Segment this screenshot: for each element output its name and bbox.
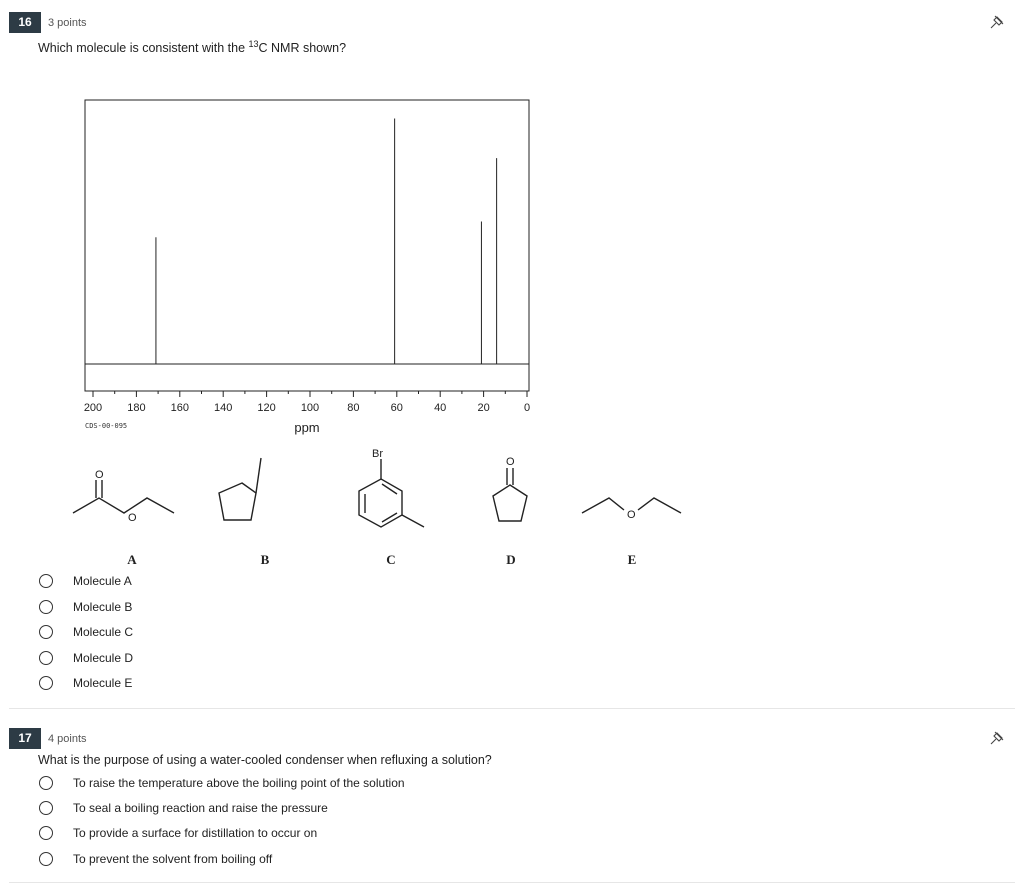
question-prompt: What is the purpose of using a water-cooled condenser when refluxing a solution? — [38, 753, 492, 767]
axis-tick-label: 120 — [257, 402, 276, 414]
axis-tick-label: 40 — [434, 402, 447, 414]
nmr-spectrum — [69, 96, 549, 436]
axis-tick-label: 200 — [83, 402, 103, 414]
molecule-e-oxygen: O — [627, 509, 636, 521]
molecule-a-label: A — [127, 552, 137, 567]
option-label: Molecule B — [73, 600, 133, 614]
question-points: 3 points — [48, 17, 87, 29]
axis-tick-label: 140 — [214, 402, 233, 414]
option-molecule-e[interactable] — [39, 673, 132, 693]
option-molecule-d[interactable] — [39, 648, 133, 668]
radio-unchecked-icon[interactable] — [39, 600, 53, 614]
option-molecule-c[interactable] — [39, 622, 133, 642]
molecule-structures — [69, 438, 709, 568]
option-raise-temperature[interactable] — [39, 773, 405, 793]
molecule-c-label: C — [386, 552, 396, 567]
molecule-c-structure — [359, 459, 424, 527]
radio-unchecked-icon[interactable] — [39, 801, 53, 815]
molecule-b-structure — [219, 458, 261, 520]
molecule-d-structure — [493, 468, 527, 521]
spectrum-source-code: CDS-00-095 — [85, 422, 128, 430]
question-16-card — [9, 8, 1015, 709]
axis-tick-label: 20 — [477, 402, 490, 414]
option-molecule-b[interactable] — [39, 597, 132, 617]
molecule-c-bromine: Br — [372, 448, 383, 460]
option-distillation-surface[interactable] — [39, 823, 317, 843]
axis-tick-label: 100 — [300, 402, 320, 414]
option-label: To provide a surface for distillation to occur on — [73, 826, 318, 840]
molecule-a-carbonyl-oxygen: O — [95, 469, 104, 481]
spectrum-peaks — [156, 118, 497, 364]
molecule-d-label: D — [506, 552, 516, 567]
option-label: To seal a boiling reaction and raise the pressure — [73, 801, 328, 815]
molecule-d-oxygen: O — [506, 456, 515, 468]
axis-tick-label: 80 — [347, 402, 360, 414]
option-label: Molecule E — [73, 676, 133, 690]
option-molecule-a[interactable] — [39, 571, 132, 591]
pin-icon[interactable] — [989, 730, 1005, 746]
option-prevent-boiling-off[interactable] — [39, 849, 272, 869]
pin-icon[interactable] — [989, 14, 1005, 30]
molecule-a-structure — [73, 480, 174, 513]
axis-tick-label: 60 — [390, 402, 403, 414]
molecule-b-label: B — [260, 552, 270, 567]
question-17-card — [9, 724, 1015, 883]
spectrum-axis-ticks — [93, 391, 527, 397]
molecule-e-label: E — [627, 552, 637, 567]
radio-unchecked-icon[interactable] — [39, 574, 53, 588]
option-label: Molecule A — [73, 574, 132, 588]
question-number: 17 — [9, 728, 41, 749]
option-seal-reaction[interactable] — [39, 798, 328, 818]
radio-unchecked-icon[interactable] — [39, 651, 53, 665]
spectrum-frame — [85, 100, 529, 391]
axis-tick-label: 180 — [127, 402, 146, 414]
question-number: 16 — [9, 12, 41, 33]
question-prompt: Which molecule is consistent with the $^{13}$C NMR shown? — [38, 39, 347, 56]
question-points: 4 points — [48, 733, 87, 745]
spectrum-axis-labels — [84, 402, 530, 414]
radio-unchecked-icon[interactable] — [39, 776, 53, 790]
option-label: Molecule C — [73, 625, 134, 639]
radio-unchecked-icon[interactable] — [39, 625, 53, 639]
molecule-a-ester-oxygen: O — [128, 512, 137, 524]
x-axis-unit: ppm — [294, 420, 320, 435]
option-label: To prevent the solvent from boiling off — [73, 852, 273, 866]
axis-tick-label: 160 — [170, 402, 189, 414]
radio-unchecked-icon[interactable] — [39, 826, 53, 840]
axis-tick-label: 0 — [523, 402, 531, 414]
radio-unchecked-icon[interactable] — [39, 852, 53, 866]
option-label: To raise the temperature above the boiling point of the solution — [73, 776, 405, 790]
radio-unchecked-icon[interactable] — [39, 676, 53, 690]
option-label: Molecule D — [73, 651, 134, 665]
